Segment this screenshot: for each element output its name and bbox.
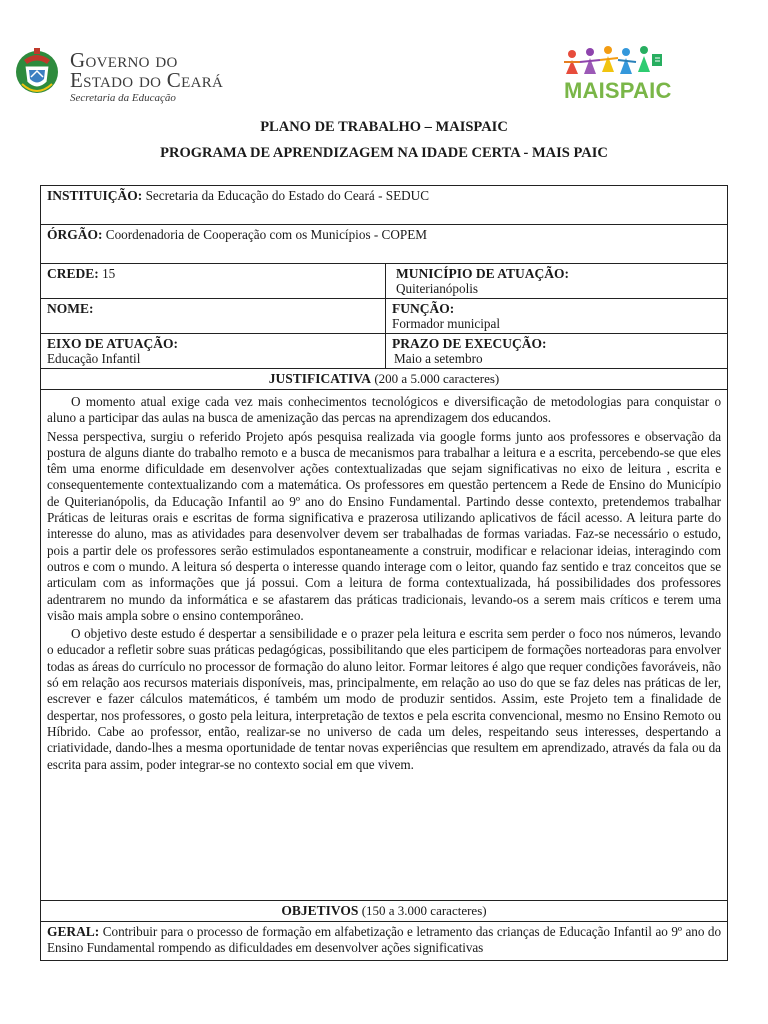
maispaic-wordmark: MAISPAIC <box>564 78 672 103</box>
geral-text: Contribuir para o processo de formação em alfabetização e letramento das crianças de Educação Infantil ao 9º ano do Ensino Fundamental rompendo as dificuldades em desenvolver ações significativas <box>47 924 722 956</box>
objetivo-geral <box>47 924 721 957</box>
municipio-value: Quiterianópolis <box>396 281 479 296</box>
justificativa-limit: (200 a 5.000 caracteres) <box>374 371 500 386</box>
prazo-value: Maio a setembro <box>394 351 483 366</box>
row-eixo-prazo <box>41 334 728 369</box>
estado-line: Estado do Ceará <box>70 68 224 92</box>
row-objetivos-body <box>41 922 728 961</box>
justificativa-heading: JUSTIFICATIVA <box>268 371 372 386</box>
children-figures-icon <box>560 40 670 80</box>
row-nome-funcao <box>41 299 728 334</box>
instituicao-value: Secretaria da Educação do Estado do Ceará - SEDUC <box>145 188 429 203</box>
nome-label: NOME: <box>47 301 94 316</box>
document-subtitle: PROGRAMA DE APRENDIZAGEM NA IDADE CERTA - MAIS PAIC <box>160 145 608 161</box>
municipio-label: MUNICÍPIO DE ATUAÇÃO: <box>396 266 570 281</box>
orgao-label: ÓRGÃO: <box>47 227 103 242</box>
crede-value: 15 <box>102 266 116 281</box>
justificativa-paragraph-1: O momento atual exige cada vez mais conhecimentos tecnológicos e diversificação de metodologias para conquistar o aluno a participar das aulas na busca de amenização das percas na aprendizagem dos educandos. <box>47 394 721 426</box>
eixo-label: EIXO DE ATUAÇÃO: <box>47 336 179 351</box>
crede-label: CREDE: <box>47 266 99 281</box>
eixo-value: Educação Infantil <box>47 351 141 366</box>
secretaria-line: Secretaria da Educação <box>70 92 176 104</box>
governo-line: Governo do <box>70 48 178 72</box>
funcao-label: FUNÇÃO: <box>392 301 455 316</box>
document-title: PLANO DE TRABALHO – MAISPAIC <box>260 119 508 135</box>
justificativa-paragraph-2: Nessa perspectiva, surgiu o referido Projeto após pesquisa realizada via google forms junto aos professores e observação da postura de alguns diante do trabalho remoto e a busca de mecanismos para trabalhar a leitura e a escrita, percebendo-se que eles têm uma enorme dificuldade em desenvolver ações contextualizadas que sejam significativas no eixo de leitura , escrita e consequentemente contextualizando com a matemática. Os professores em questão pertencem a Rede de Ensino do Município de Quiterianópolis, da Educação Infantil ao 9º ano do Ensino Fundamental. Partindo desse contexto, pretendemos trabalhar Práticas de leituras orais e escritas de forma significativa e prazerosa utilizando aplicativos de fácil acesso. A leitura parte do interesse do aluno, mas as atividades para desenvolver devem ser trabalhadas de formas variadas. Faz-se necessário o estudo, pois a partir dele os professores serão estimulados espontaneamente a construir, modificar e relacionar ideias, interagindo com outros e com o mundo. A leitura só desperta o interesse quando interage com o leitor, quando faz sentido e traz conceitos que se articulam com as informações que já possui. Com a leitura de forma contextualizada, há possibilidades dos professores adentrarem no mundo da informática e se afastarem das práticas tradicionais, levando-os a serem mais críticos e terem uma visão mais ampla sobre o ensino contemporâneo. <box>47 428 721 623</box>
row-justificativa-body <box>41 390 728 901</box>
row-justificativa-header <box>41 369 728 390</box>
geral-label: GERAL: <box>47 924 100 939</box>
ceara-crest-icon <box>14 44 60 98</box>
objetivos-limit: (150 a 3.000 caracteres) <box>361 903 487 918</box>
instituicao-label: INSTITUIÇÃO: <box>47 188 143 203</box>
work-plan-form <box>40 185 728 961</box>
orgao-value: Coordenadoria de Cooperação com os Municípios - COPEM <box>105 227 427 242</box>
row-crede-municipio <box>41 264 728 299</box>
prazo-label: PRAZO DE EXECUÇÃO: <box>392 336 547 351</box>
governo-ceara-logo <box>14 44 244 102</box>
row-orgao <box>41 225 728 264</box>
objetivos-heading: OBJETIVOS <box>281 903 359 918</box>
justificativa-paragraph-3: O objetivo deste estudo é despertar a sensibilidade e o prazer pela leitura e escrita sem perder o foco nos números, levando o educador a refletir sobre suas práticas pedagógicas, possibilitando que eles participem de formações norteadoras para envolver todas as áreas do currículo no processor de formação do aluno leitor. Formar leitores é algo que requer condições favoráveis, não só em relação aos recursos materiais disponíveis, mas, principalmente, em relação ao uso do que se faz deles nas práticas de ler, escrever e fazer cálculos matemáticos, é também um modo de produzir sentidos. Assim, este Projeto tem a finalidade de despertar, nos professores, o gosto pela leitura, interpretação de textos e pela escrita convencional, mesmo no Ensino Remoto ou Híbrido. Cabe ao professor, então, realizar-se no universo de cada um deles, respeitando seus interesses, despertando a criatividade, dando-lhes a mesma oportunidade de tentar novas experiências que resultem em aprendizado, através da fala ou da escrita para assim, poder integrar-se no contexto social em que vivem. <box>47 626 721 772</box>
funcao-value: Formador municipal <box>392 316 501 331</box>
row-instituicao <box>41 186 728 225</box>
maispaic-logo <box>556 40 676 106</box>
row-objetivos-header <box>41 901 728 922</box>
